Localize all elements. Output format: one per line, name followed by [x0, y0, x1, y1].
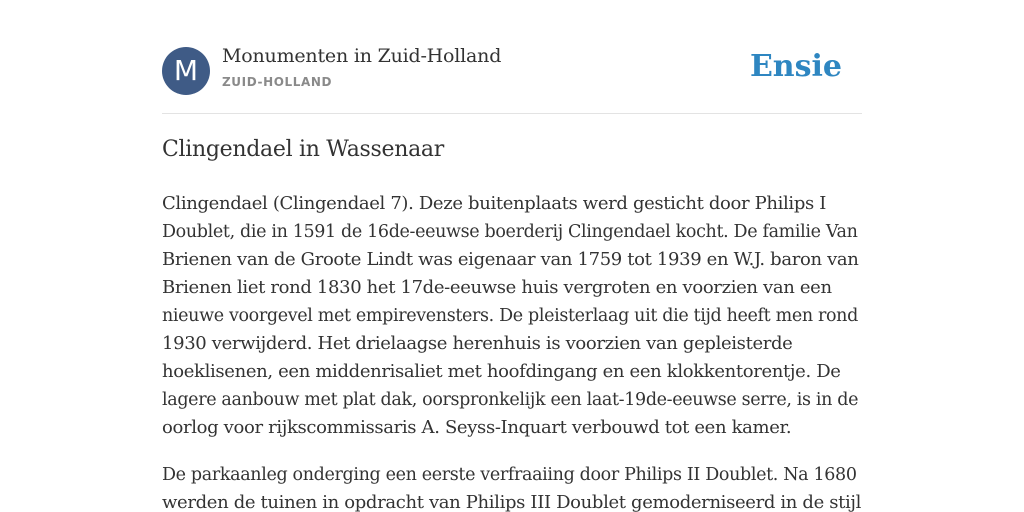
paragraph-line: Brienen van de Groote Lindt was eigenaar van 1759 tot 1939 en W.J. baron van — [162, 249, 859, 270]
paragraph-line: 1930 verwijderd. Het drielaagse herenhuis is voorzien van gepleisterde — [162, 333, 793, 354]
collection-header — [162, 0, 862, 114]
paragraph-line: Clingendael (Clingendael 7). Deze buitenplaats werd gesticht door Philips I — [162, 193, 827, 214]
article-paragraph-2 — [162, 461, 862, 512]
content-column — [162, 0, 862, 512]
article-paragraph-1 — [162, 190, 862, 442]
collection-region-label[interactable]: ZUID-HOLLAND — [222, 75, 333, 89]
paragraph-line: werden de tuinen in opdracht van Philips III Doublet gemoderniseerd in de stijl — [162, 492, 862, 512]
paragraph-line: hoeklisenen, een middenrisaliet met hoofdingang en een klokkentorentje. De — [162, 361, 841, 382]
paragraph-line: Doublet, die in 1591 de 16de-eeuwse boerderij Clingendael kocht. De familie Van — [162, 222, 858, 242]
collection-title-link[interactable]: Monumenten in Zuid-Holland — [222, 45, 502, 67]
paragraph-line: oorlog voor rijkscommissaris A. Seyss-Inquart verbouwd tot een kamer. — [162, 417, 792, 438]
paragraph-line: De parkaanleg onderging een eerste verfraaiing door Philips II Doublet. Na 1680 — [162, 465, 857, 485]
ensie-logo[interactable]: Ensie — [749, 49, 842, 84]
paragraph-line: nieuwe voorgevel met empirevensters. De pleisterlaag uit die tijd heeft men rond — [162, 306, 858, 326]
article-title: Clingendael in Wassenaar — [162, 137, 444, 162]
paragraph-line: lagere aanbouw met plat dak, oorspronkelijk een laat-19de-eeuwse serre, is in de — [162, 390, 859, 410]
paragraph-line: Brienen liet rond 1830 het 17de-eeuwse huis vergroten en voorzien van een — [162, 277, 832, 298]
collection-avatar[interactable]: M — [162, 47, 210, 95]
